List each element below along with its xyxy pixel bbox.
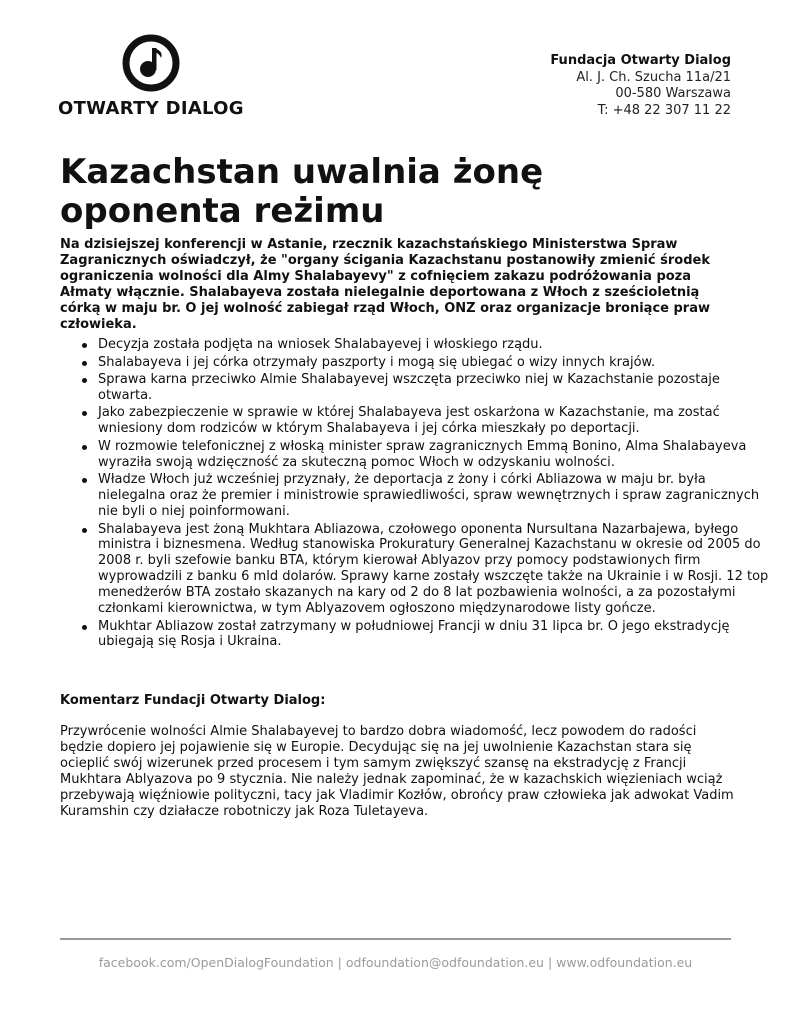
organization-name: Fundacja Otwarty Dialog — [550, 53, 731, 68]
bullet-icon — [82, 411, 87, 416]
phone-line: T: +48 22 307 11 22 — [597, 102, 731, 118]
bullet-icon — [82, 343, 87, 348]
list-item — [98, 619, 774, 651]
article-title: Kazachstan uwalnia żonę oponenta reżimu — [60, 152, 544, 231]
list-item — [98, 355, 774, 371]
bullet-icon — [82, 625, 87, 630]
list-item — [98, 439, 774, 471]
list-item-text: Władze Włoch już wcześniej przyznały, że deportacja z żony i córki Abliazowa w maju br. była nielegalna oraz że premier i ministrowie sprawiedliwości, spraw wewnętrznych i spraw zagranicznych nie byli o niej poinformowani. — [98, 472, 760, 520]
list-item — [98, 405, 774, 437]
bullet-list — [60, 337, 774, 652]
list-item — [98, 522, 774, 617]
article-lead: Na dzisiejszej konferencji w Astanie, rzecznik kazachstańskiego Ministerstwa Spraw Zagranicznych oświadczył, że "organy ścigania Kazachstanu postanowiły zmienić środek ograniczenia wolności dla Almy Shalabayevy" z cofnięciem zakazu podróżowania poza Ałmaty włącznie. Shalabayeva została nielegalnie deportowana z Włoch z sześcioletnią córką w maju br. O jej wolność zabiegał rząd Włoch, ONZ oraz organizacje broniące praw człowieka. — [60, 237, 710, 332]
list-item — [98, 472, 774, 520]
list-item-text: Shalabayeva jest żoną Mukhtara Abliazowa, czołowego oponenta Nursultana Nazarbajewa, byłego ministra i biznesmena. Według stanowiska Prokuratury Generalnej Kazachstanu w okresie od 2005 do 2008 r. byli szefowie banku BTA, którym kierował Ablyazov przy pomocy podstawionych firm wyprowadzili z banku 6 mld dolarów. Sprawy karne zostały wszczęte także na Ukrainie i w Rosji. 12 top menedżerów BTA zostało skazanych na kary od 2 do 8 lat pozbawienia wolności, a za pozostałymi członkami kierownictwa, w tym Ablyazovem ogłoszono międzynarodowe listy gończe. — [98, 521, 769, 617]
footer-divider — [60, 938, 731, 940]
list-item — [98, 372, 774, 404]
list-item-text: Jako zabezpieczenie w sprawie w której Shalabayeva jest oskarżona w Kazachstanie, ma zostać wniesiony dom rodziców w którym Shalabayeva i jej córka mieszkały po deportacji. — [98, 405, 720, 437]
bullet-icon — [82, 528, 87, 533]
list-item-text: W rozmowie telefonicznej z włoską minister spraw zagranicznych Emmą Bonino, Alma Shalabayeva wyraziła swoją wdzięczność za skuteczną pomoc Włoch w odzyskaniu wolności. — [98, 438, 747, 470]
logo-text: OTWARTY DIALOG — [58, 98, 244, 119]
list-item-text: Decyzja została podjęta na wniosek Shalabayevej i włoskiego rządu. — [98, 337, 543, 352]
comment-heading: Komentarz Fundacji Otwarty Dialog: — [60, 693, 326, 708]
footer-contact: facebook.com/OpenDialogFoundation | odfoundation@odfoundation.eu | www.odfoundation.eu — [98, 955, 693, 970]
list-item-text: Shalabayeva i jej córka otrzymały paszporty i mogą się ubiegać o wizy innych krajów. — [98, 354, 656, 370]
bullet-icon — [82, 361, 87, 366]
bullet-icon — [82, 478, 87, 483]
comment-paragraph: Przywrócenie wolności Almie Shalabayevej to bardzo dobra wiadomość, lecz powodem do radości będzie dopiero jej pojawienie się w Europie. Decydując się na jej uwolnienie Kazachstan stara się ocieplić swój wizerunek przed procesem i tym samym zwiększyć szansę na ekstradycję z Francji Mukhtara Ablyazova po 9 stycznia. Nie należy jednak zapominać, że w kazachskich więzieniach wciąż przebywają więźniowie polityczni, tacy jak Vladimir Kozłów, obrońcy praw człowieka jak adwokat Vadim Kuramshin czy działacze robotniczy jak Roza Tuletayeva. — [60, 724, 734, 819]
list-item — [98, 337, 774, 353]
bullet-icon — [82, 445, 87, 450]
open-dialog-logo-icon — [122, 34, 180, 92]
address-line: 00-580 Warszawa — [615, 86, 731, 101]
list-item-text: Sprawa karna przeciwko Almie Shalabayevej wszczęta przeciwko niej w Kazachstanie pozostaje otwarta. — [98, 372, 720, 403]
organization-address — [550, 53, 731, 119]
address-line: Al. J. Ch. Szucha 11a/21 — [576, 69, 731, 85]
bullet-icon — [82, 378, 87, 383]
list-item-text: Mukhtar Abliazow został zatrzymany w południowej Francji w dniu 31 lipca br. O jego ekstradycję ubiegają się Rosja i Ukraina. — [98, 618, 730, 650]
